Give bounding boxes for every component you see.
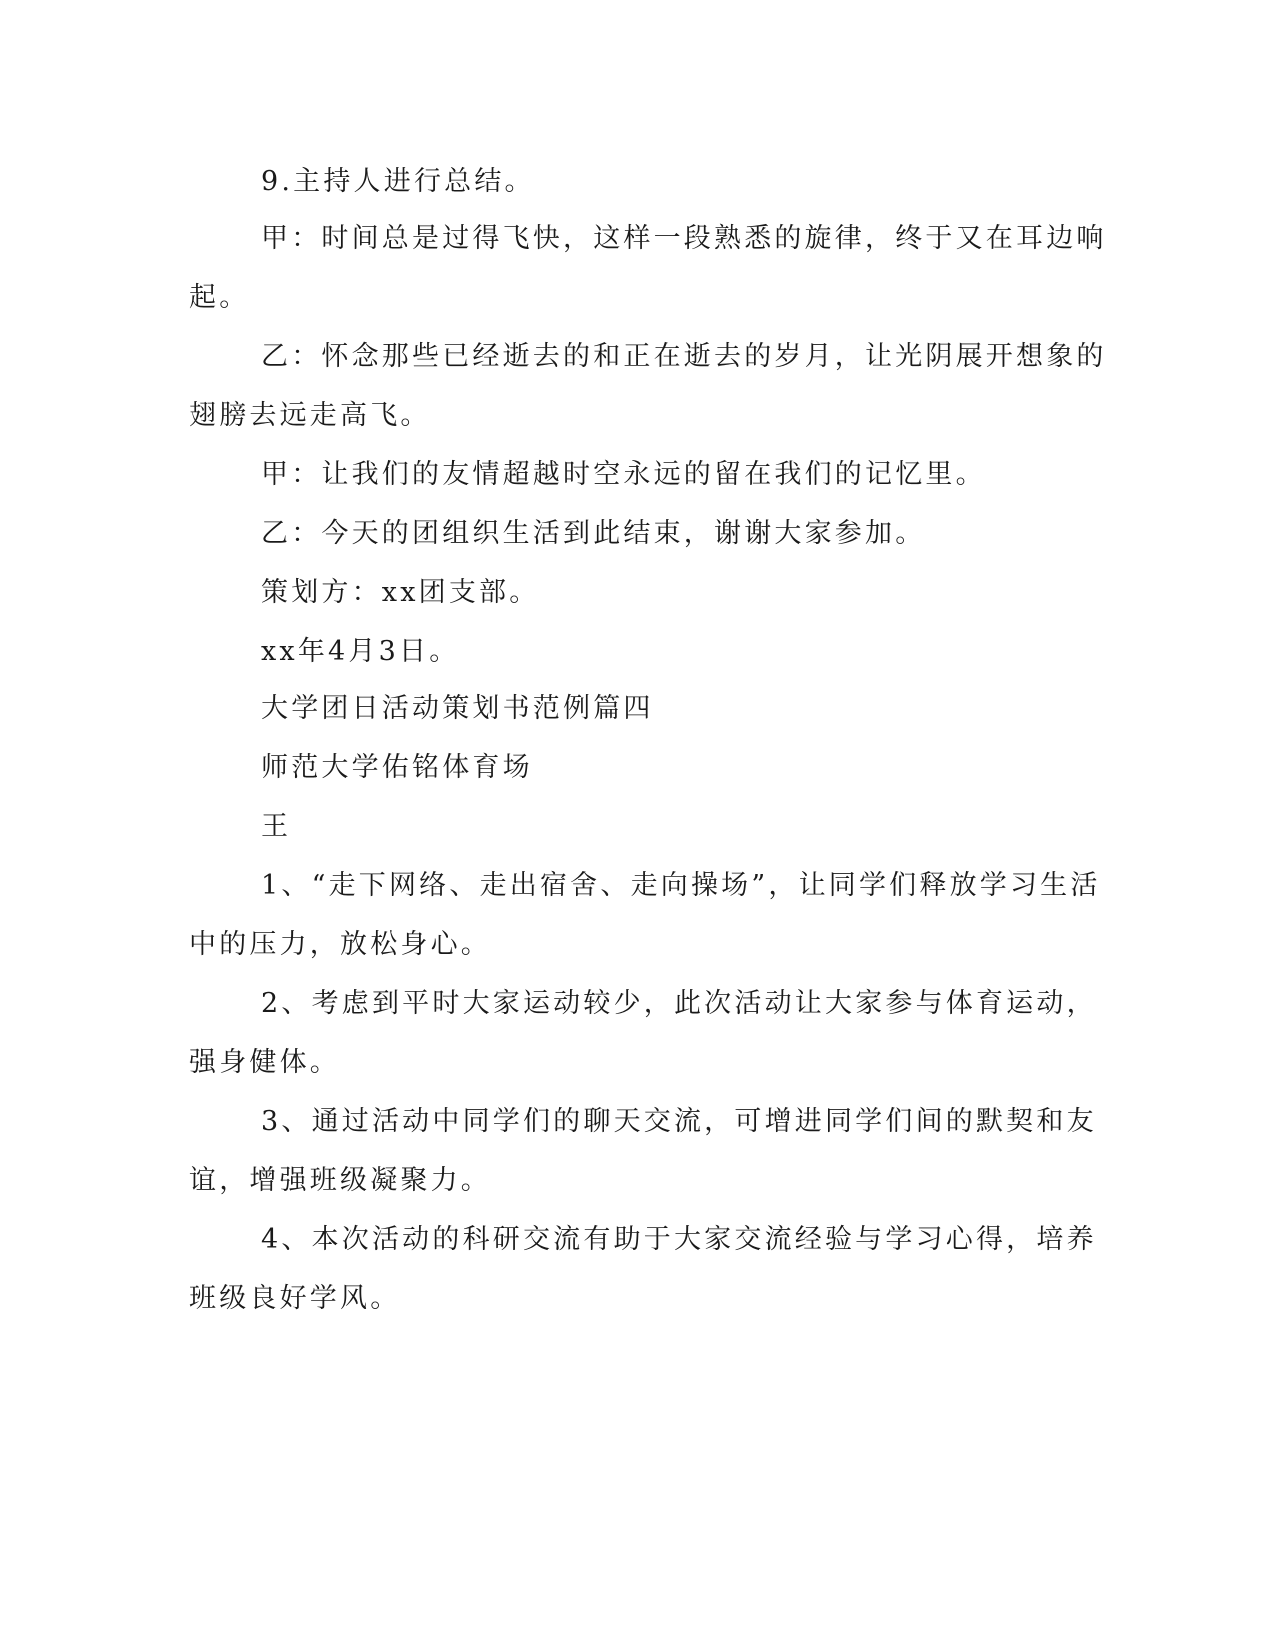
goal-2-line: 2、考虑到平时大家运动较少，此次活动让大家参与体育运动， — [261, 988, 1097, 1019]
host-a-line-1-cont: 起。 — [189, 282, 250, 313]
goal-4-line-cont: 班级良好学风。 — [189, 1283, 401, 1314]
person-line: 王 — [261, 811, 292, 842]
goal-1-line-cont: 中的压力，放松身心。 — [189, 929, 491, 960]
host-b-line-1: 乙：怀念那些已经逝去的和正在逝去的岁月，让光阴展开想象的 — [261, 341, 1107, 372]
venue-line: 师范大学佑铭体育场 — [261, 752, 533, 783]
goal-3-line: 3、通过活动中同学们的聊天交流，可增进同学们间的默契和友 — [261, 1106, 1097, 1137]
goal-1-line: 1、“走下网络、走出宿舍、走向操场”，让同学们释放学习生活 — [261, 870, 1101, 901]
summary-step-line: 9.主持人进行总结。 — [261, 166, 535, 197]
organizer-line: 策划方：xx团支部。 — [261, 577, 540, 608]
section-title: 大学团日活动策划书范例篇四 — [261, 693, 654, 724]
host-b-line-2: 乙：今天的团组织生活到此结束，谢谢大家参加。 — [261, 518, 926, 549]
host-a-line-1: 甲：时间总是过得飞快，这样一段熟悉的旋律，终于又在耳边响 — [261, 223, 1107, 254]
host-a-line-2: 甲：让我们的友情超越时空永远的留在我们的记忆里。 — [261, 459, 986, 490]
goal-3-line-cont: 谊，增强班级凝聚力。 — [189, 1165, 491, 1196]
host-b-line-1-cont: 翅膀去远走高飞。 — [189, 400, 431, 431]
goal-4-line: 4、本次活动的科研交流有助于大家交流经验与学习心得，培养 — [261, 1224, 1097, 1255]
date-line: xx年4月3日。 — [261, 636, 460, 667]
goal-2-line-cont: 强身健体。 — [189, 1047, 340, 1078]
